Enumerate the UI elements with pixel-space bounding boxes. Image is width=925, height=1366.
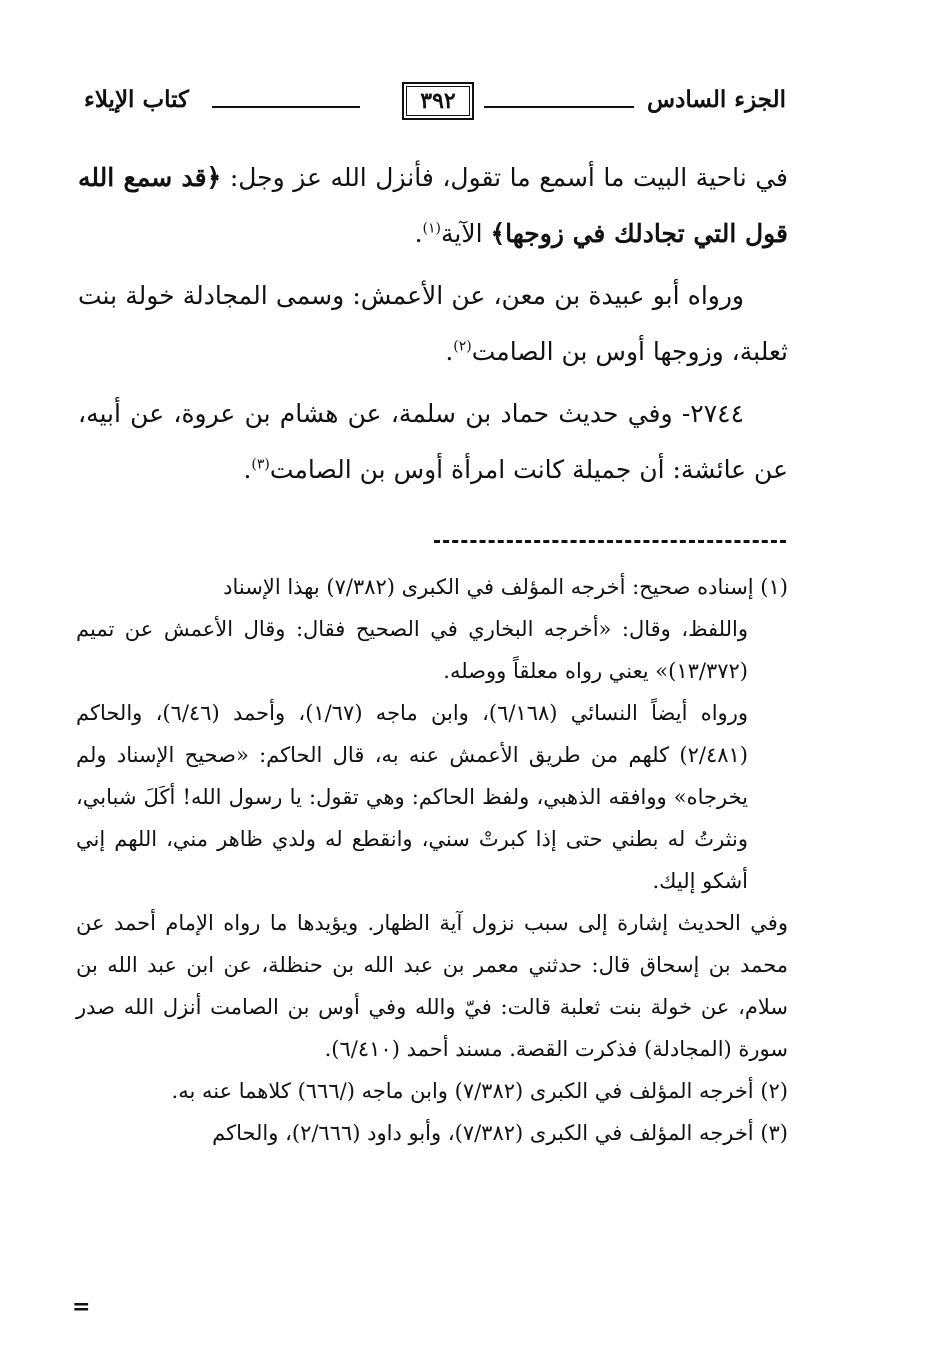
header-rule-right — [484, 106, 634, 108]
p3-end: . — [243, 455, 252, 484]
page-number: ٣٩٢ — [402, 82, 474, 120]
quran-verse: ﴿قد سمع الله قول التي تجادلك في زوجها﴾ — [78, 163, 788, 248]
footnote-ref-3: (٣) — [251, 456, 270, 473]
page-header — [84, 82, 786, 124]
paragraph-2 — [78, 268, 788, 380]
paragraph-3 — [78, 386, 788, 498]
header-rule-left — [212, 106, 360, 108]
footnote-2: (٢) أخرجه المؤلف في الكبرى (٧/٣٨٢) وابن ماجه (/٦٦٦) كلاهما عنه به. — [171, 1079, 788, 1103]
book-title: كتاب الإيلاء — [84, 86, 190, 113]
footnote-ref-2: (٢) — [453, 338, 472, 355]
p1-text-tail: الآية — [440, 219, 491, 248]
footnote-1-para-3: وفي الحديث إشارة إلى سبب نزول آية الظهار. ويؤيدها ما رواه الإمام أحمد عن محمد بن إسحاق قال: حدثني معمر بن عبد الله بن حنظلة، عن ابن عبد الله بن سلام، عن خولة بنت ثعلبة قالت: فيّ والله وفي أوس بن الصامت أنزل الله صدر سورة (المجادلة) فذكرت القصة. مسند أحمد (٦/٤١٠). — [76, 911, 788, 1061]
p2-text: ورواه أبو عبيدة بن معن، عن الأعمش: وسمى المجادلة خولة بنت ثعلبة، وزوجها أوس بن الصامت — [78, 281, 788, 366]
footnote-ref-1: (١) — [422, 220, 441, 237]
footnote-divider — [434, 540, 786, 543]
footnotes — [76, 566, 788, 1154]
p1-end: . — [414, 219, 423, 248]
continuation-mark: = — [72, 1294, 91, 1320]
p2-end: . — [445, 337, 454, 366]
p1-text: في ناحية البيت ما أسمع ما تقول، فأنزل الله عز وجل: — [221, 163, 788, 192]
footnote-3: (٣) أخرجه المؤلف في الكبرى (٧/٣٨٢)، وأبو داود (٢/٦٦٦)، والحاكم — [212, 1121, 788, 1145]
volume-title: الجزء السادس — [647, 86, 786, 113]
footnote-1-para-2: ورواه أيضاً النسائي (٦/١٦٨)، وابن ماجه (١/٦٧)، وأحمد (٦/٤٦)، والحاكم (٢/٤٨١) كلهم من طريق الأعمش عنه به، قال الحاكم: «صحيح الإسناد ولم يخرجاه» ووافقه الذهبي، ولفظ الحاكم: وهي تقول: يا رسول الله! أكَلَ شبابي، ونثرتُ له بطني حتى إذا كبرتْ سني، وانقطع له ولدي ظاهر مني، اللهم إني أشكو إليك. — [76, 701, 748, 893]
p3-text: ٢٧٤٤- وفي حديث حماد بن سلمة، عن هشام بن عروة، عن أبيه، عن عائشة: أن جميلة كانت امرأة أوس بن الصامت — [78, 399, 788, 484]
paragraph-1 — [78, 150, 788, 262]
footnote-1-line-1: (١) إسناده صحيح: أخرجه المؤلف في الكبرى (٧/٣٨٢) بهذا الإسناد — [223, 575, 788, 599]
footnote-1-line-2: واللفظ، وقال: «أخرجه البخاري في الصحيح فقال: وقال الأعمش عن تميم (١٣/٣٧٢)» يعني رواه معلقاً ووصله. — [76, 617, 748, 683]
main-text — [78, 150, 788, 504]
